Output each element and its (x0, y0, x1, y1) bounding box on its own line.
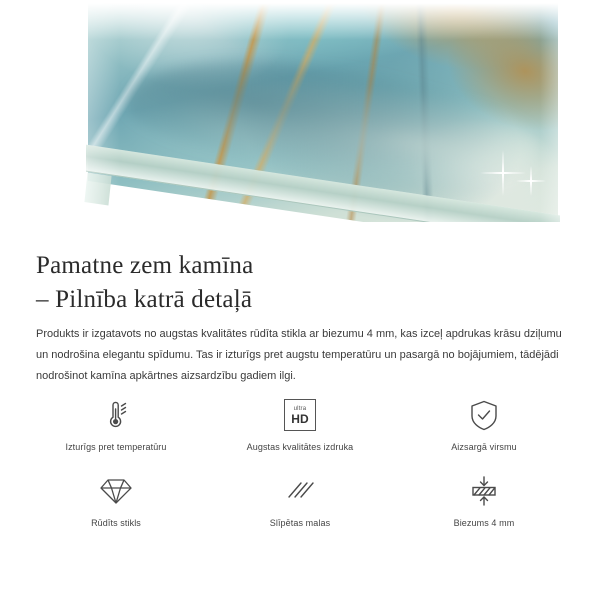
feature-item-thickness (392, 472, 576, 548)
thickness-icon (467, 472, 501, 510)
feature-item-polished-edges (208, 472, 392, 548)
feature-item-temperature (24, 396, 208, 472)
hero-fade-right (540, 0, 600, 222)
feature-item-surface-protection (392, 396, 576, 472)
page-title-line-2: – Pilnība katrā detaļā (36, 285, 253, 313)
feature-label: Aizsargā virsmu (451, 442, 517, 452)
hero-fade-top (0, 0, 600, 40)
feature-grid (24, 396, 576, 548)
feature-label: Biezums 4 mm (453, 518, 515, 528)
ultra-hd-bottom-label: HD (291, 411, 309, 426)
feature-label: Rūdīts stikls (91, 518, 141, 528)
ultra-hd-icon (284, 396, 316, 434)
feature-item-tempered-glass (24, 472, 208, 548)
diamond-icon (98, 472, 134, 510)
thermometer-icon (98, 396, 134, 434)
hero-product-image (0, 0, 600, 222)
shield-check-icon (467, 396, 501, 434)
feature-label: Izturīgs pret temperatūru (65, 442, 167, 452)
feature-label: Augstas kvalitātes izdruka (246, 442, 354, 452)
page-title (36, 249, 556, 317)
feature-label: Slīpētas malas (269, 518, 331, 528)
feature-item-print-quality (208, 396, 392, 472)
ultra-hd-top-label: ultra (293, 405, 307, 412)
polished-edges-icon (283, 472, 317, 510)
page-title-line-1: Pamatne zem kamīna (36, 251, 254, 279)
product-description-text: Produkts ir izgatavots no augstas kvalitātes rūdīta stikla ar biezumu 4 mm, kas izceļ apdrukas krāsu dziļumu un nodrošina elegantu spīdumu. Tas ir izturīgs pret augstu temperatūru un pasargā no bojājumiem, tādējādi nodrošinot kamīna apkārtnes aizsardzību gadiem ilgi. (36, 328, 562, 382)
